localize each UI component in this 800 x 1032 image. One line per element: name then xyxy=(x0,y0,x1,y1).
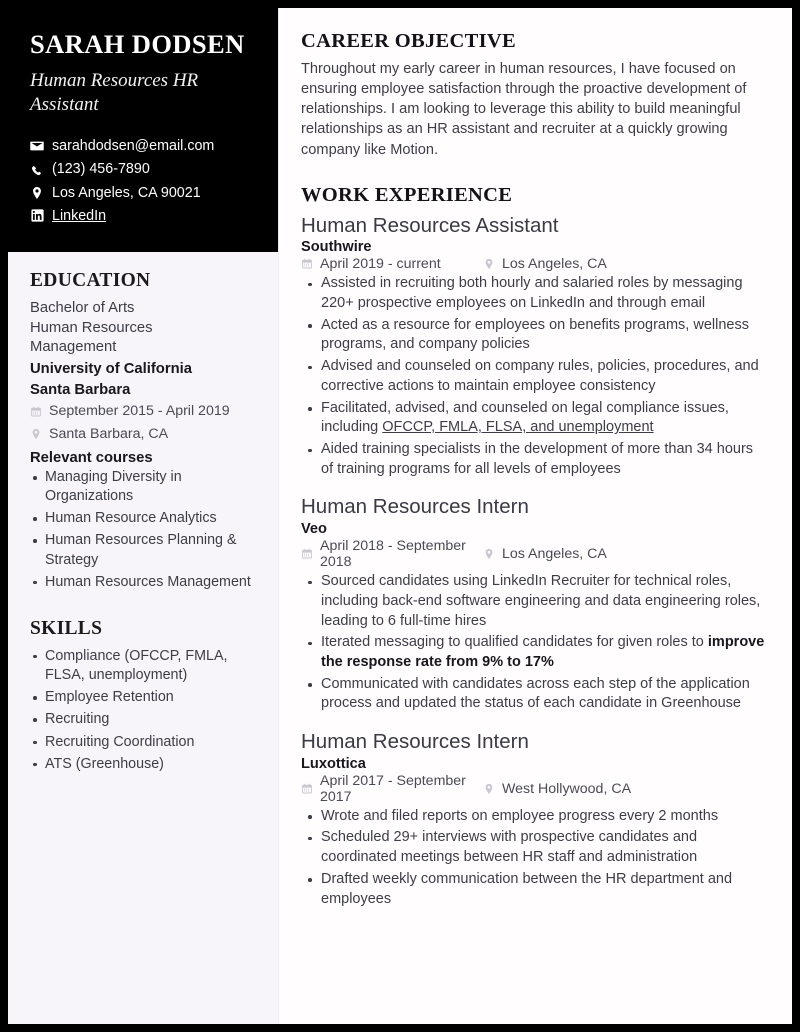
job-meta xyxy=(301,256,768,272)
relevant-courses-heading: Relevant courses xyxy=(30,450,153,466)
sidebar-body xyxy=(8,252,278,1024)
education-school-line-2: Santa Barbara xyxy=(30,382,131,399)
education-school-line-1: University of California xyxy=(30,360,192,377)
job-company: Southwire xyxy=(301,239,372,256)
bullet-text: Facilitated, advised, and counseled on legal compliance issues, including xyxy=(321,399,729,436)
contact-item-email[interactable] xyxy=(30,135,256,157)
list-item xyxy=(301,440,768,479)
job-meta xyxy=(301,538,768,570)
bullet-text: Assisted in recruiting both hourly and salaried roles by messaging 220+ prospective employees on LinkedIn and through email xyxy=(321,275,743,311)
bullet-text: Wrote and filed reports on employee progress every 2 months xyxy=(321,807,719,824)
job-dates xyxy=(301,256,483,272)
job-location xyxy=(483,256,607,272)
map-pin-icon xyxy=(483,548,496,560)
main-column xyxy=(279,8,792,1024)
education-degree-line-1: Bachelor of Arts xyxy=(30,299,135,316)
job-dates-text: April 2019 - current xyxy=(320,256,441,273)
job-location xyxy=(483,781,631,797)
list-item xyxy=(301,828,768,867)
linkedin-icon xyxy=(30,209,44,222)
list-item: Employee Retention xyxy=(30,688,256,707)
list-item xyxy=(301,807,768,827)
list-item: Human Resource Analytics xyxy=(30,509,256,528)
job-dates xyxy=(301,538,483,570)
map-pin-icon xyxy=(483,783,496,795)
job-location-text: West Hollywood, CA xyxy=(502,780,632,797)
list-item: Recruiting xyxy=(30,710,256,729)
bullet-text: Acted as a resource for employees on benefits programs, wellness programs, and company policies xyxy=(321,316,749,353)
bullet-text: Sourced candidates using LinkedIn Recruiter for technical roles, including back-end software engineering and data engineering roles, leading to 6 full-time hires xyxy=(321,573,761,629)
contact-linkedin-text[interactable]: LinkedIn xyxy=(52,207,107,224)
list-item xyxy=(301,870,768,909)
job-company: Luxottica xyxy=(301,755,366,772)
envelope-icon xyxy=(30,139,44,153)
education-location-text: Santa Barbara, CA xyxy=(49,425,169,442)
list-item xyxy=(301,572,768,631)
page-title: SARAH DODSEN xyxy=(30,29,245,59)
header-job-title: Human Resources HR Assistant xyxy=(30,69,199,115)
list-item: Compliance (OFCCP, FMLA, FLSA, unemployment) xyxy=(30,647,256,685)
list-item: Recruiting Coordination xyxy=(30,733,256,752)
work-experience-heading: WORK EXPERIENCE xyxy=(301,183,513,206)
map-pin-icon xyxy=(30,428,43,440)
bullet-text: Communicated with candidates across each step of the application process and updated the status of each candidate in Greenhouse xyxy=(321,675,750,712)
bullet-text: Advised and counseled on company rules, policies, procedures, and corrective actions to maintain employee consistency xyxy=(321,358,759,394)
job-bullets xyxy=(301,807,768,910)
sidebar xyxy=(8,8,279,1024)
list-item: Human Resources Planning & Strategy xyxy=(30,531,256,569)
map-pin-icon xyxy=(483,258,496,270)
job-location-text: Los Angeles, CA xyxy=(502,256,607,273)
education-degree-line-3: Management xyxy=(30,339,117,356)
list-item: Human Resources Management xyxy=(30,573,256,592)
map-pin-icon xyxy=(30,186,44,200)
work-experience-entry xyxy=(301,494,768,714)
job-dates-text: April 2018 - September 2018 xyxy=(320,538,466,571)
relevant-courses-list xyxy=(30,468,256,592)
education-heading: EDUCATION xyxy=(30,269,151,291)
resume-page xyxy=(8,8,792,1024)
contact-list xyxy=(30,135,256,227)
phone-icon xyxy=(30,163,44,177)
calendar-icon xyxy=(301,783,314,795)
list-item: Managing Diversity in Organizations xyxy=(30,468,256,506)
list-item xyxy=(301,399,768,438)
job-role: Human Resources Intern xyxy=(301,495,529,519)
job-role: Human Resources Intern xyxy=(301,730,529,754)
calendar-icon xyxy=(301,548,314,560)
work-experience-entry xyxy=(301,729,768,909)
education-degree-line-2: Human Resources xyxy=(30,319,153,336)
job-dates xyxy=(301,773,483,805)
bullet-text: Scheduled 29+ interviews with prospective candidates and coordinated meetings between HR staff and administration xyxy=(321,829,698,866)
job-bullets xyxy=(301,572,768,714)
job-location xyxy=(483,546,607,562)
list-item xyxy=(301,274,768,313)
contact-email-text: sarahdodsen@email.com xyxy=(52,138,215,155)
career-objective-heading: CAREER OBJECTIVE xyxy=(301,30,516,52)
contact-item-linkedin[interactable] xyxy=(30,205,256,227)
calendar-icon xyxy=(30,406,43,418)
education-dates-text: September 2015 - April 2019 xyxy=(49,403,230,420)
contact-phone-text: (123) 456-7890 xyxy=(52,161,150,178)
list-item xyxy=(301,357,768,396)
job-role: Human Resources Assistant xyxy=(301,213,559,237)
education-dates-row xyxy=(30,401,256,422)
job-location-text: Los Angeles, CA xyxy=(502,546,607,563)
bullet-text: Aided training specialists in the development of more than 34 hours of training programs for all levels of employees xyxy=(321,441,754,477)
bullet-text: Drafted weekly communication between the HR department and employees xyxy=(321,870,733,907)
list-item xyxy=(301,675,768,714)
education-location-row xyxy=(30,424,256,445)
skills-heading: SKILLS xyxy=(30,617,103,639)
bullet-highlight: OFCCP, FMLA, FLSA, and unemployment xyxy=(382,419,654,436)
work-experience-entry xyxy=(301,213,768,480)
job-meta xyxy=(301,773,768,805)
list-item xyxy=(301,633,768,672)
bullet-text: Iterated messaging to qualified candidates for given roles to xyxy=(321,634,708,651)
contact-item-phone[interactable] xyxy=(30,158,256,180)
job-dates-text: April 2017 - September 2017 xyxy=(320,772,466,805)
list-item xyxy=(301,316,768,355)
contact-item-location xyxy=(30,182,256,204)
list-item: ATS (Greenhouse) xyxy=(30,755,256,774)
career-objective-text: Throughout my early career in human resources, I have focused on ensuring employee satisfaction through the proactive development of relationships. I am looking to leverage this ability to build meaningful relationships as an HR assistant and recruiter at a quickly growing company like Motion. xyxy=(301,61,747,158)
sidebar-header xyxy=(8,8,278,252)
contact-location-text: Los Angeles, CA 90021 xyxy=(52,184,201,201)
skills-list xyxy=(30,647,256,774)
job-company: Veo xyxy=(301,521,327,538)
job-bullets xyxy=(301,274,768,479)
calendar-icon xyxy=(301,258,314,270)
bullet-highlight: improve the response rate from 9% to 17% xyxy=(321,634,765,670)
